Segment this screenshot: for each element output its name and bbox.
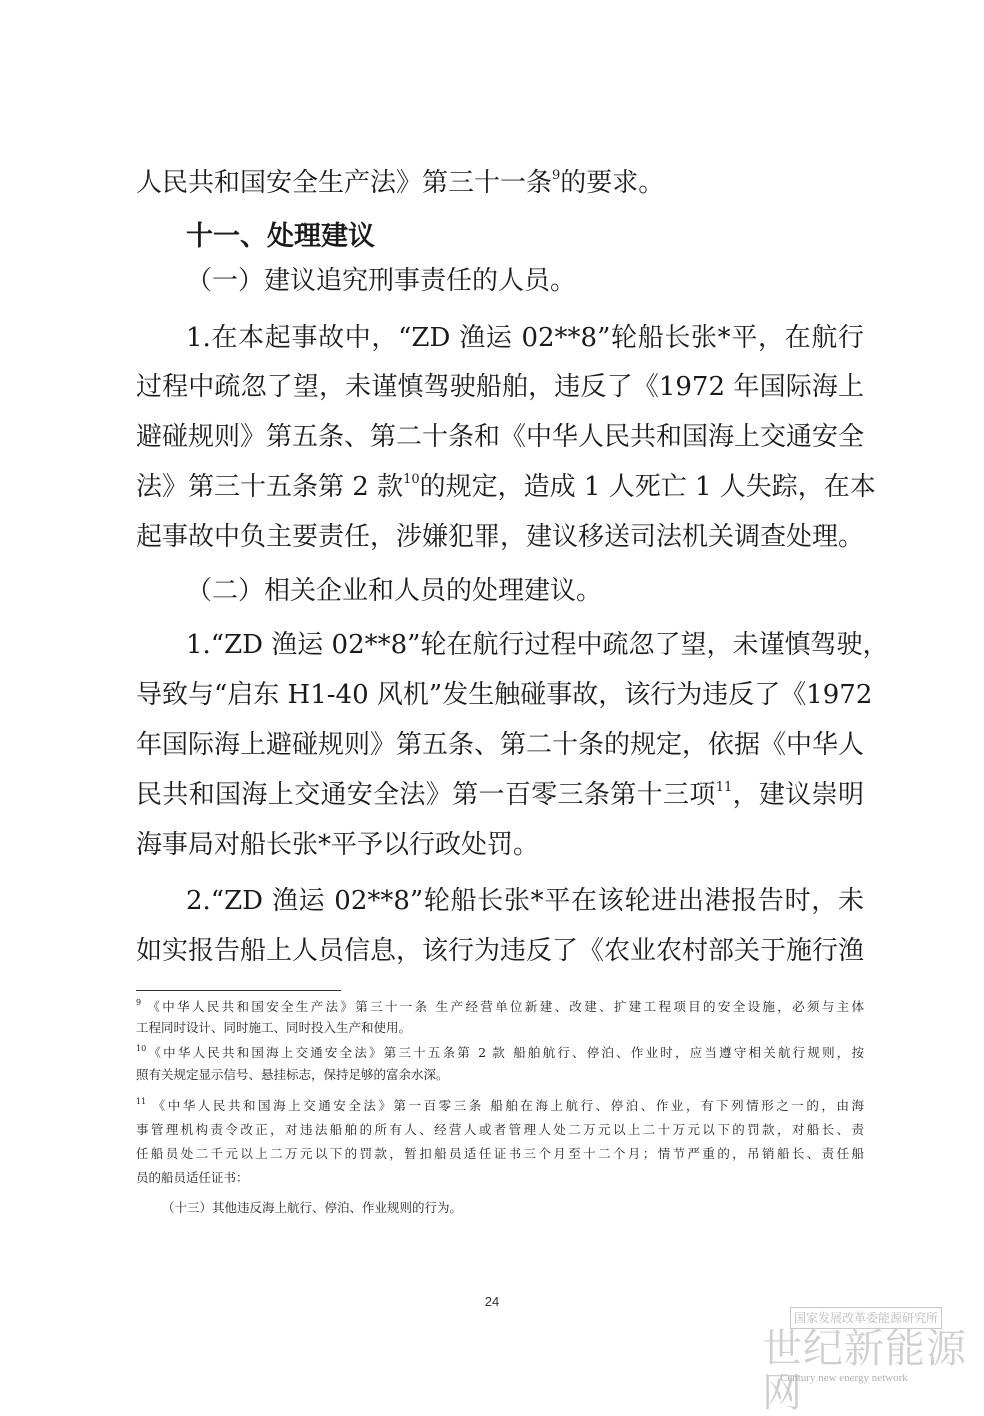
footnote-line: 工程同时设计、同时施工、同时投入生产和使用。 <box>136 1020 412 1035</box>
footnote-9: $^9$ 《中华人民共和国安全生产法》第三十一条 生产经营单位新建、改建、扩建工程项目的安全设施，必须与主体 <box>136 998 864 1014</box>
watermark-small: 国家发展改革委能源研究所 <box>790 1307 942 1329</box>
body-line: 1.在本起事故中，“ZD 渔运 02**8”轮船长张*平，在航行 <box>186 323 864 353</box>
body-line: 人民共和国安全生产法》第三十一条$^9$的要求。 <box>136 168 665 198</box>
body-line: 起事故中负主要责任，涉嫌犯罪，建议移送司法机关调查处理。 <box>136 522 865 552</box>
footnote-line: 员的船员适任证书： <box>136 1170 249 1185</box>
section-heading: 十一、处理建议 <box>186 221 375 252</box>
watermark-english: Century new energy network <box>780 1372 908 1384</box>
footnote-line: 事管理机构责令改正，对违法船舶的所有人、经营人或者管理人处二万元以上二十万元以下的罚款，对船长、责 <box>136 1122 864 1137</box>
subsection-heading-2: （二）相关企业和人员的处理建议。 <box>186 576 603 606</box>
body-line: 导致与“启东 H1-40 风机”发生触碰事故，该行为违反了《1972 <box>136 680 873 710</box>
body-line: 民共和国海上交通安全法》第一百零三条第十三项$^{11}$，建议崇明 <box>136 780 864 810</box>
page-number: 24 <box>484 1294 500 1309</box>
footnote-ref-11: 11 <box>715 780 733 795</box>
body-line: 过程中疏忽了望，未谨慎驾驶船舶，违反了《1972 年国际海上 <box>136 372 864 402</box>
footnote-separator <box>136 990 341 991</box>
footnote-11: $^{11}$ 《中华人民共和国海上交通安全法》第一百零三条 船舶在海上航行、停泊、作业，有下列情形之一的，由海 <box>136 1097 864 1113</box>
body-line: 年国际海上避碰规则》第五条、第二十条的规定，依据《中华人 <box>136 730 865 760</box>
footnote-10: $^{10}$《中华人民共和国海上交通安全法》第三十五条第 2 款 船舶航行、停泊、作业时，应当遵守相关航行规则，按 <box>136 1044 864 1060</box>
footnote-ref-9: 9 <box>552 168 561 183</box>
body-line: 2.“ZD 渔运 02**8”轮船长张*平在该轮进出港报告时，未 <box>186 886 864 916</box>
body-line: 如实报告船上人员信息，该行为违反了《农业农村部关于施行渔 <box>136 936 865 966</box>
body-line: 避碰规则》第五条、第二十条和《中华人民共和国海上交通安全 <box>136 422 865 452</box>
body-line: 1.“ZD 渔运 02**8”轮在航行过程中疏忽了望，未谨慎驾驶， <box>186 630 889 660</box>
footnote-line: 任船员处二千元以上二万元以下的罚款，暂扣船员适任证书三个月至十二个月；情节严重的，吊销船长、责任船 <box>136 1146 864 1161</box>
watermark-logo: 世纪新能源网 <box>762 1326 967 1416</box>
body-line: 法》第三十五条第 2 款$^{10}$的规定，造成 1 人死亡 1 人失踪，在本 <box>136 472 876 502</box>
footnote-ref-10: 10 <box>403 472 420 487</box>
footnote-line: （十三）其他违反海上航行、停泊、作业规则的行为。 <box>162 1200 463 1215</box>
subsection-heading-1: （一）建议追究刑事责任的人员。 <box>186 266 577 296</box>
footnote-line: 照有关规定显示信号、悬挂标志，保持足够的富余水深。 <box>136 1067 449 1082</box>
body-line: 海事局对船长张*平予以行政处罚。 <box>136 830 540 860</box>
